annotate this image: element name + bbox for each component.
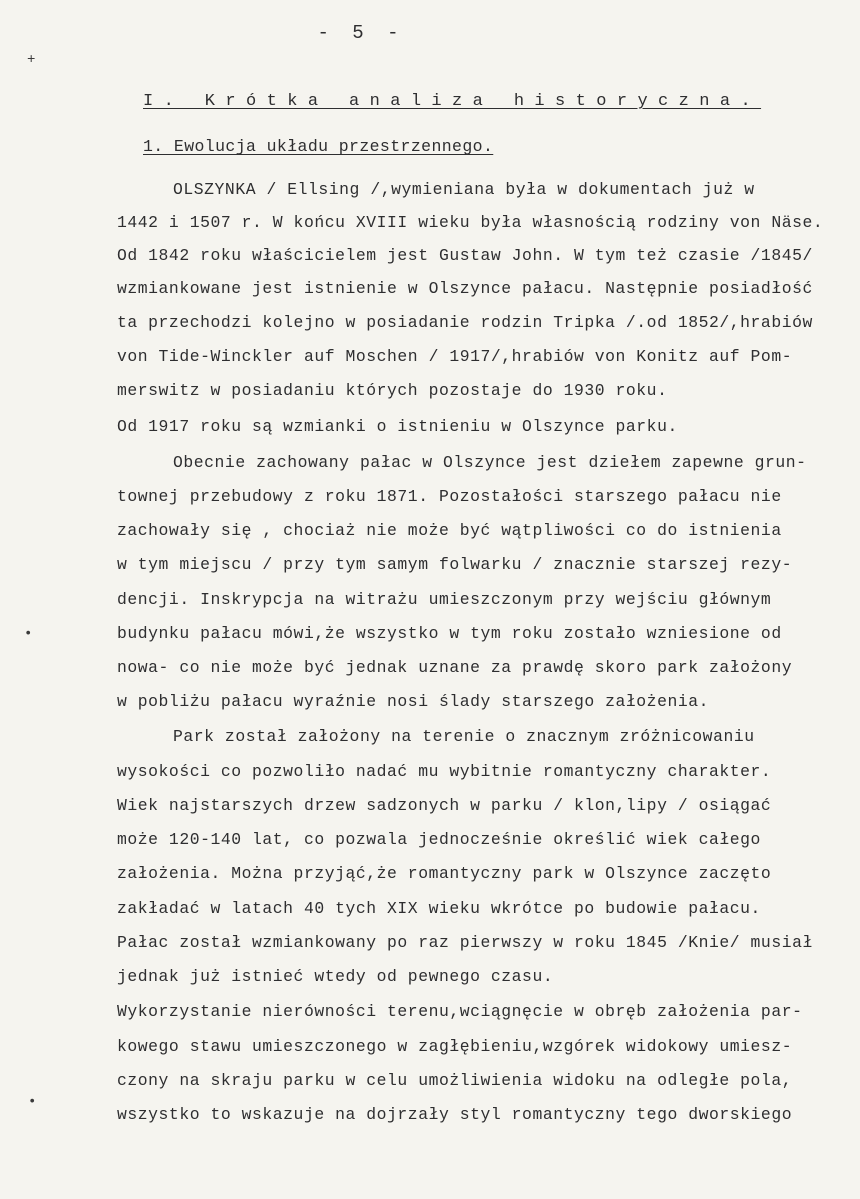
text-line: townej przebudowy z roku 1871. Pozostałości starszego pałacu nie	[117, 487, 782, 506]
text-line: zakładać w latach 40 tych XIX wieku wkrótce po budowie pałacu.	[117, 899, 761, 918]
text-line: OLSZYNKA / Ellsing /,wymieniana była w dokumentach już w	[173, 180, 755, 199]
text-line: Od 1917 roku są wzmianki o istnieniu w Olszynce parku.	[117, 417, 678, 436]
text-line: wzmiankowane jest istnienie w Olszynce pałacu. Następnie posiadłość	[117, 279, 813, 298]
text-line: wysokości co pozwoliło nadać mu wybitnie romantyczny charakter.	[117, 762, 772, 781]
margin-dot-mark-bottom: •	[28, 1094, 37, 1110]
text-line: Park został założony na terenie o znacznym zróżnicowaniu	[173, 727, 755, 746]
text-line: czony na skraju parku w celu umożliwienia widoku na odległe pola,	[117, 1071, 793, 1090]
text-line: ta przechodzi kolejno w posiadanie rodzin Tripka /.od 1852/,hrabiów	[117, 313, 813, 332]
text-line: nowa- co nie może być jednak uznane za prawdę skoro park założony	[117, 658, 793, 677]
text-line: może 120-140 lat, co pozwala jednocześnie określić wiek całego	[117, 830, 761, 849]
text-line: zachowały się , chociaż nie może być wątpliwości co do istnienia	[117, 521, 782, 540]
text-line: merswitz w posiadaniu których pozostaje do 1930 roku.	[117, 381, 668, 400]
text-line: Wiek najstarszych drzew sadzonych w parku / klon,lipy / osiągać	[117, 796, 772, 815]
text-line: wszystko to wskazuje na dojrzały styl romantyczny tego dworskiego	[117, 1105, 793, 1124]
text-line: Obecnie zachowany pałac w Olszynce jest dziełem zapewne grun-	[173, 453, 807, 472]
section-heading: I. Krótka analiza historyczna.	[143, 92, 762, 111]
text-line: kowego stawu umieszczonego w zagłębieniu,wzgórek widokowy umiesz-	[117, 1037, 793, 1056]
text-line: jednak już istnieć wtedy od pewnego czasu.	[117, 967, 554, 986]
text-line: dencji. Inskrypcja na witrażu umieszczonym przy wejściu głównym	[117, 590, 772, 609]
text-line: w tym miejscu / przy tym samym folwarku / znacznie starszej rezy-	[117, 555, 793, 574]
text-line: w pobliżu pałacu wyraźnie nosi ślady starszego założenia.	[117, 692, 710, 711]
text-line: budynku pałacu mówi,że wszystko w tym roku zostało wzniesione od	[117, 624, 782, 643]
text-line: Wykorzystanie nierówności terenu,wciągnęcie w obręb założenia par-	[117, 1002, 803, 1021]
text-line: von Tide-Winckler auf Moschen / 1917/,hrabiów von Konitz auf Pom-	[117, 347, 793, 366]
text-line: Od 1842 roku właścicielem jest Gustaw John. W tym też czasie /1845/	[117, 246, 813, 265]
text-line: założenia. Można przyjąć,że romantyczny park w Olszynce zaczęto	[117, 864, 772, 883]
text-line: Pałac został wzmiankowany po raz pierwszy w roku 1845 /Knie/ musiał	[117, 933, 813, 952]
page-number: - 5 -	[317, 22, 405, 44]
margin-plus-mark: +	[27, 52, 36, 68]
subsection-heading: 1. Ewolucja układu przestrzennego.	[143, 137, 494, 156]
margin-dot-mark: •	[24, 626, 33, 642]
text-line: 1442 i 1507 r. W końcu XVIII wieku była własnością rodziny von Näse.	[117, 213, 824, 232]
